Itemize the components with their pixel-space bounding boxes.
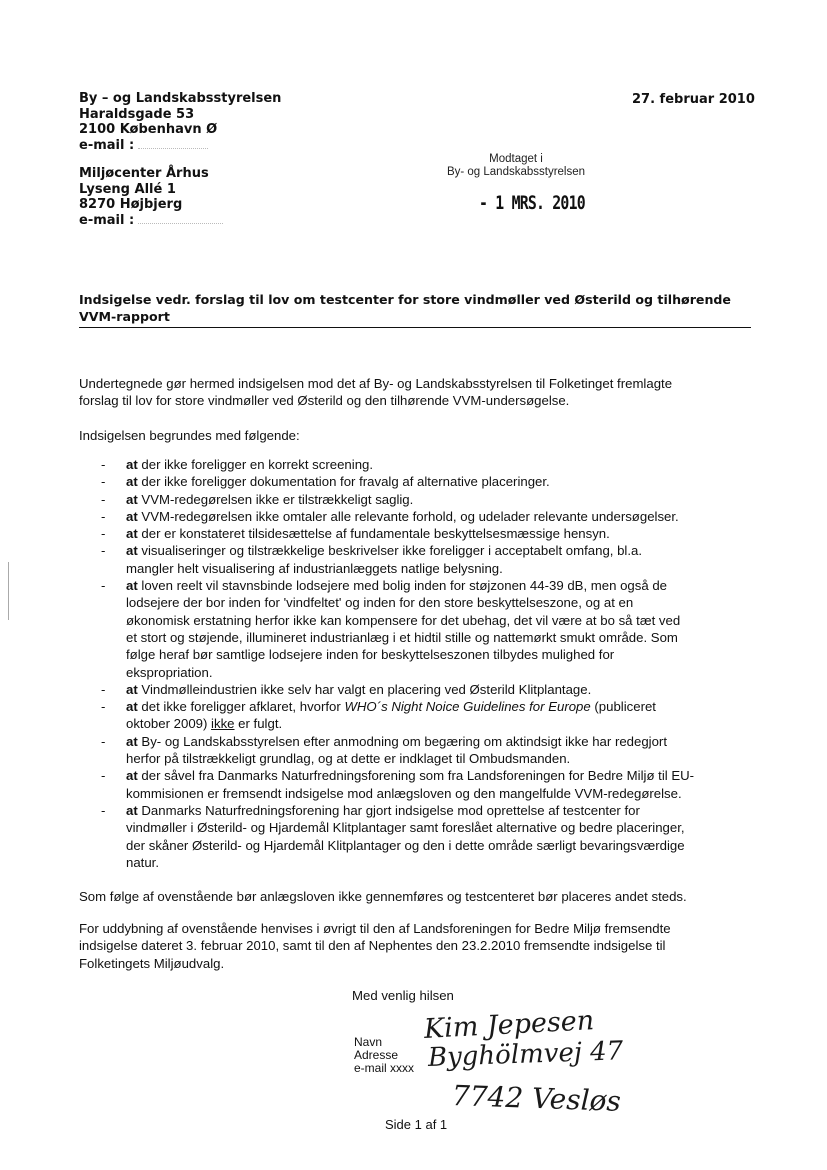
- recipient-org: Miljøcenter Århus: [79, 166, 209, 181]
- subject-line-2: VVM-rapport: [79, 309, 170, 324]
- stamp-line-2: By- og Landskabsstyrelsen: [446, 166, 586, 178]
- reason-text: det ikke foreligger afklaret, hvorfor: [141, 699, 345, 715]
- handwritten-address: Byghölmvej 47: [427, 1036, 624, 1073]
- sender-city: 2100 København Ø: [79, 122, 218, 137]
- sender-email-row: [79, 138, 281, 154]
- email-label: e-mail xxxx: [354, 1061, 415, 1075]
- reason-item: [79, 473, 779, 490]
- reason-item: [79, 525, 779, 542]
- name-label: Navn: [354, 1035, 383, 1049]
- reason-line: der såvel fra Danmarks Naturfredningsforening som fra Landsforeningen for Bedre Miljø til EU-: [141, 768, 695, 784]
- page-footer: Side 1 af 1: [385, 1117, 448, 1132]
- reason-at: at: [126, 681, 138, 697]
- reason-at: at: [126, 578, 138, 594]
- recipient-city: 8270 Højbjerg: [79, 197, 183, 212]
- reason-line: der skåner Østerild- og Hjardemål Klitplantager og den i dette område særligt bevaringsværdige: [126, 837, 685, 853]
- bullet-dash: -: [101, 578, 106, 594]
- reason-text: (publiceret: [590, 699, 656, 715]
- reference-line-1: For uddybning af ovenstående henvises i øvrigt til den af Landsforeningen for Bedre Miljø fremsendte: [79, 921, 671, 936]
- sender-address: [79, 91, 281, 153]
- address-label: Adresse: [354, 1048, 399, 1062]
- recipient-street: Lyseng Allé 1: [79, 181, 176, 197]
- bullet-dash: -: [101, 802, 106, 818]
- reason-line: visualiseringer og tilstrækkelige beskrivelser ikke foreligger i acceptabelt omfang, bl.a.: [141, 543, 643, 559]
- reason-line: Danmarks Naturfredningsforening har gjort indsigelse mod oprettelse af testcenter for: [141, 802, 640, 818]
- reason-underlined-word: ikke: [211, 716, 235, 732]
- reason-item: [79, 577, 779, 681]
- bullet-dash: -: [101, 733, 106, 749]
- reason-line: VVM-redegørelsen ikke omtaler alle relevante forhold, og udelader relevante undersøgelser.: [141, 508, 679, 524]
- stamp-line-1: Modtaget i: [489, 153, 543, 165]
- reason-at: at: [126, 699, 138, 715]
- subject-line-1: Indsigelse vedr. forslag til lov om testcenter for store vindmøller ved Østerild og tilhørende: [79, 292, 731, 307]
- reason-at: at: [126, 733, 138, 749]
- subject-underline: [79, 327, 751, 328]
- reason-item: [79, 456, 779, 473]
- reason-item: [79, 698, 779, 733]
- reasons-list: [79, 456, 779, 871]
- reason-line: VVM-redegørelsen ikke er tilstrækkeligt saglig.: [141, 491, 414, 507]
- reason-line: der ikke foreligger dokumentation for fravalg af alternative placeringer.: [141, 474, 550, 490]
- reason-at: at: [126, 526, 138, 542]
- reason-item: [79, 681, 779, 698]
- reason-line: Vindmølleindustrien ikke selv har valgt en placering ved Østerild Klitplantage.: [141, 681, 592, 697]
- reference-line-3: Folketingets Miljøudvalg.: [79, 955, 225, 971]
- letter-date: 27. februar 2010: [632, 92, 755, 107]
- reason-line: loven reelt vil stavnsbinde lodsejere med bolig inden for støjzonen 44-39 dB, men også de: [141, 578, 668, 594]
- bullet-dash: -: [101, 681, 106, 697]
- recipient-email-row: [79, 213, 223, 229]
- reason-line: følge heraf bør samtlige lodsejere inden for beskyttelseszonen tilbydes mulighed for: [126, 647, 615, 663]
- reason-item: [79, 491, 779, 508]
- recipient-address: [79, 166, 223, 228]
- reference-line-2: indsigelse dateret 3. februar 2010, samt til den af Nephentes den 23.2.2010 fremsendte indsigelse til: [79, 938, 666, 954]
- reason-line: der er konstateret tilsidesættelse af fundamentale beskyttelsesmæssige hensyn.: [141, 526, 610, 542]
- conclusion: Som følge af ovenstående bør anlægsloven ikke gennemføres og testcenteret bør placeres andet steds.: [79, 889, 687, 904]
- reason-at: at: [126, 543, 138, 559]
- reason-item: [79, 542, 779, 577]
- reason-line: et stort og støjende, illumineret industrianlæg i et hidtil stille og nattemørkt smukt område. Som: [126, 629, 678, 645]
- intro-line-2: forslag til lov for store vindmøller ved Østerild og den tilhørende VVM-undersøgelse.: [79, 393, 570, 409]
- reason-text: er fulgt.: [234, 716, 283, 732]
- bullet-dash: -: [101, 457, 106, 472]
- intro-paragraph: [79, 375, 759, 410]
- who-guideline-title: WHO´s Night Noice Guidelines for Europe: [344, 699, 591, 715]
- received-stamp: [446, 153, 586, 179]
- reasons-heading: Indsigelsen begrundes med følgende:: [79, 428, 300, 443]
- reason-at: at: [126, 491, 138, 507]
- bullet-dash: -: [101, 526, 106, 542]
- stamp-date: - 1 MRS. 2010: [479, 192, 585, 214]
- reason-line: vindmøller i Østerild- og Hjardemål Klitplantager samt foreslået alternative og bedre placeringer,: [126, 820, 685, 836]
- closing: Med venlig hilsen: [352, 988, 454, 1003]
- reason-line: der ikke foreligger en korrekt screening.: [141, 457, 374, 472]
- bullet-dash: -: [101, 768, 106, 784]
- reason-line: herfor på tilstrækkeligt grundlag, og at dette er indklaget til Ombudsmanden.: [126, 751, 571, 767]
- reason-item: [79, 733, 779, 768]
- sender-org: By – og Landskabsstyrelsen: [79, 91, 282, 106]
- sender-email-label: e-mail :: [79, 137, 135, 153]
- redacted-email: [138, 142, 208, 149]
- reason-line: ekspropriation.: [126, 664, 213, 680]
- reason-at: at: [126, 474, 138, 490]
- signature-labels: [354, 1036, 414, 1075]
- reason-line: natur.: [126, 854, 159, 870]
- subject: [79, 291, 759, 325]
- reason-line: økonomisk erstatning herfor ikke kan kompensere for det ubehag, det vil være at bo så tæt ved: [126, 612, 681, 628]
- bullet-dash: -: [101, 474, 106, 490]
- reason-line: mangler helt visualisering af industrianlæggets natlige belysning.: [126, 560, 503, 576]
- reason-line: lodsejere der bor inden for 'vindfeltet' og inden for den store beskyttelseszone, og at en: [126, 595, 634, 611]
- reason-item: [79, 508, 779, 525]
- reason-line: kommisionen er fremsendt indsigelse mod anlægsloven og den mangelfulde VVM-redegørelse.: [126, 785, 682, 801]
- reason-text: oktober 2009): [126, 716, 212, 732]
- reason-item: [79, 767, 779, 802]
- reason-at: at: [126, 508, 138, 524]
- bullet-dash: -: [101, 543, 106, 559]
- bullet-dash: -: [101, 491, 106, 507]
- handwritten-city: 7742 Vesløs: [451, 1079, 622, 1118]
- sender-street: Haraldsgade 53: [79, 106, 195, 122]
- recipient-email-label: e-mail :: [79, 212, 135, 228]
- reason-line: By- og Landskabsstyrelsen efter anmodning om begæring om aktindsigt ikke har redegjort: [141, 733, 667, 749]
- reason-at: at: [126, 768, 138, 784]
- reference-paragraph: [79, 920, 779, 972]
- bullet-dash: -: [101, 699, 106, 715]
- margin-mark: [8, 562, 9, 620]
- redacted-email: [138, 217, 223, 224]
- bullet-dash: -: [101, 508, 106, 524]
- handwritten-name: Kim Jepesen: [423, 1005, 595, 1045]
- reason-at: at: [126, 802, 138, 818]
- reason-at: at: [126, 457, 138, 472]
- intro-line-1: Undertegnede gør hermed indsigelsen mod det af By- og Landskabsstyrelsen til Folketinget fremlagte: [79, 376, 673, 391]
- reason-item: [79, 802, 779, 871]
